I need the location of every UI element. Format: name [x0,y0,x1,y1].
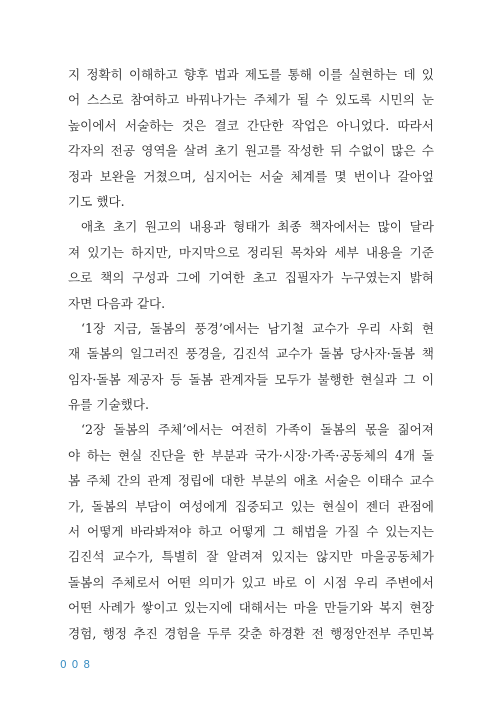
text-line: 봄 주체 간의 관계 정립에 대한 부분의 애초 서술은 이태수 교수 [68,473,434,489]
text-line: 애초 초기 원고의 내용과 형태가 최종 책자에서는 많이 달라 [81,219,434,235]
text-line: 어떤 사례가 쌓이고 있는지에 대해서는 마을 만들기와 복지 현장 [68,600,434,616]
text-line: 으로 책의 구성과 그에 기여한 초고 집필자가 누구였는지 밝혀 [68,270,434,286]
body-text [68,62,434,646]
text-line: ‘2장 돌봄의 주체’에서는 여전히 가족이 돌봄의 몫을 짊어져 [81,422,434,438]
text-line: 경험, 행정 추진 경험을 두루 갖춘 하경환 전 행정안전부 주민복 [68,625,434,641]
text-line: 김진석 교수가, 특별히 잘 알려져 있지는 않지만 마을공동체가 [68,549,434,565]
text-line: 정과 보완을 거쳤으며, 심지어는 서술 체계를 몇 번이나 갈아엎 [68,168,434,184]
text-line: 지 정확히 이해하고 향후 법과 제도를 통해 이를 실현하는 데 있 [68,67,434,82]
text-line: 각자의 전공 영역을 살려 초기 원고를 작성한 뒤 수없이 많은 수 [68,143,434,159]
text-line: 어 스스로 참여하고 바꿔나가는 주체가 될 수 있도록 시민의 눈 [68,92,434,108]
text-line: 서 어떻게 바라봐져야 하고 어떻게 그 해법을 가질 수 있는지는 [68,524,434,540]
text-line: 임자·돌봄 제공자 등 돌봄 관계자들 모두가 불행한 현실과 그 이 [68,371,434,387]
text-line: 기도 했다. [68,193,125,209]
text-line: 가, 돌봄의 부담이 여성에게 집중되고 있는 현실이 젠더 관점에 [68,498,434,514]
text-line: 재 돌봄의 일그러진 풍경을, 김진석 교수가 돌봄 당사자·돌봄 책 [68,346,434,362]
text-line: 높이에서 서술하는 것은 결코 간단한 작업은 아니었다. 따라서 [68,117,434,133]
page-number: 008 [60,659,96,671]
text-line: 유를 기술했다. [68,397,149,413]
text-line: 돌봄의 주체로서 어떤 의미가 있고 바로 이 시점 우리 주변에서 [68,574,434,590]
text-line: 져 있기는 하지만, 마지막으로 정리된 목차와 세부 내용을 기준 [68,244,434,260]
text-line: ‘1장 지금, 돌봄의 풍경’에서는 남기철 교수가 우리 사회 현 [81,320,434,336]
text-line: 자면 다음과 같다. [68,295,166,311]
text-line: 야 하는 현실 진단을 한 부분과 국가·시장·가족·공동체의 4개 돌 [68,447,434,463]
